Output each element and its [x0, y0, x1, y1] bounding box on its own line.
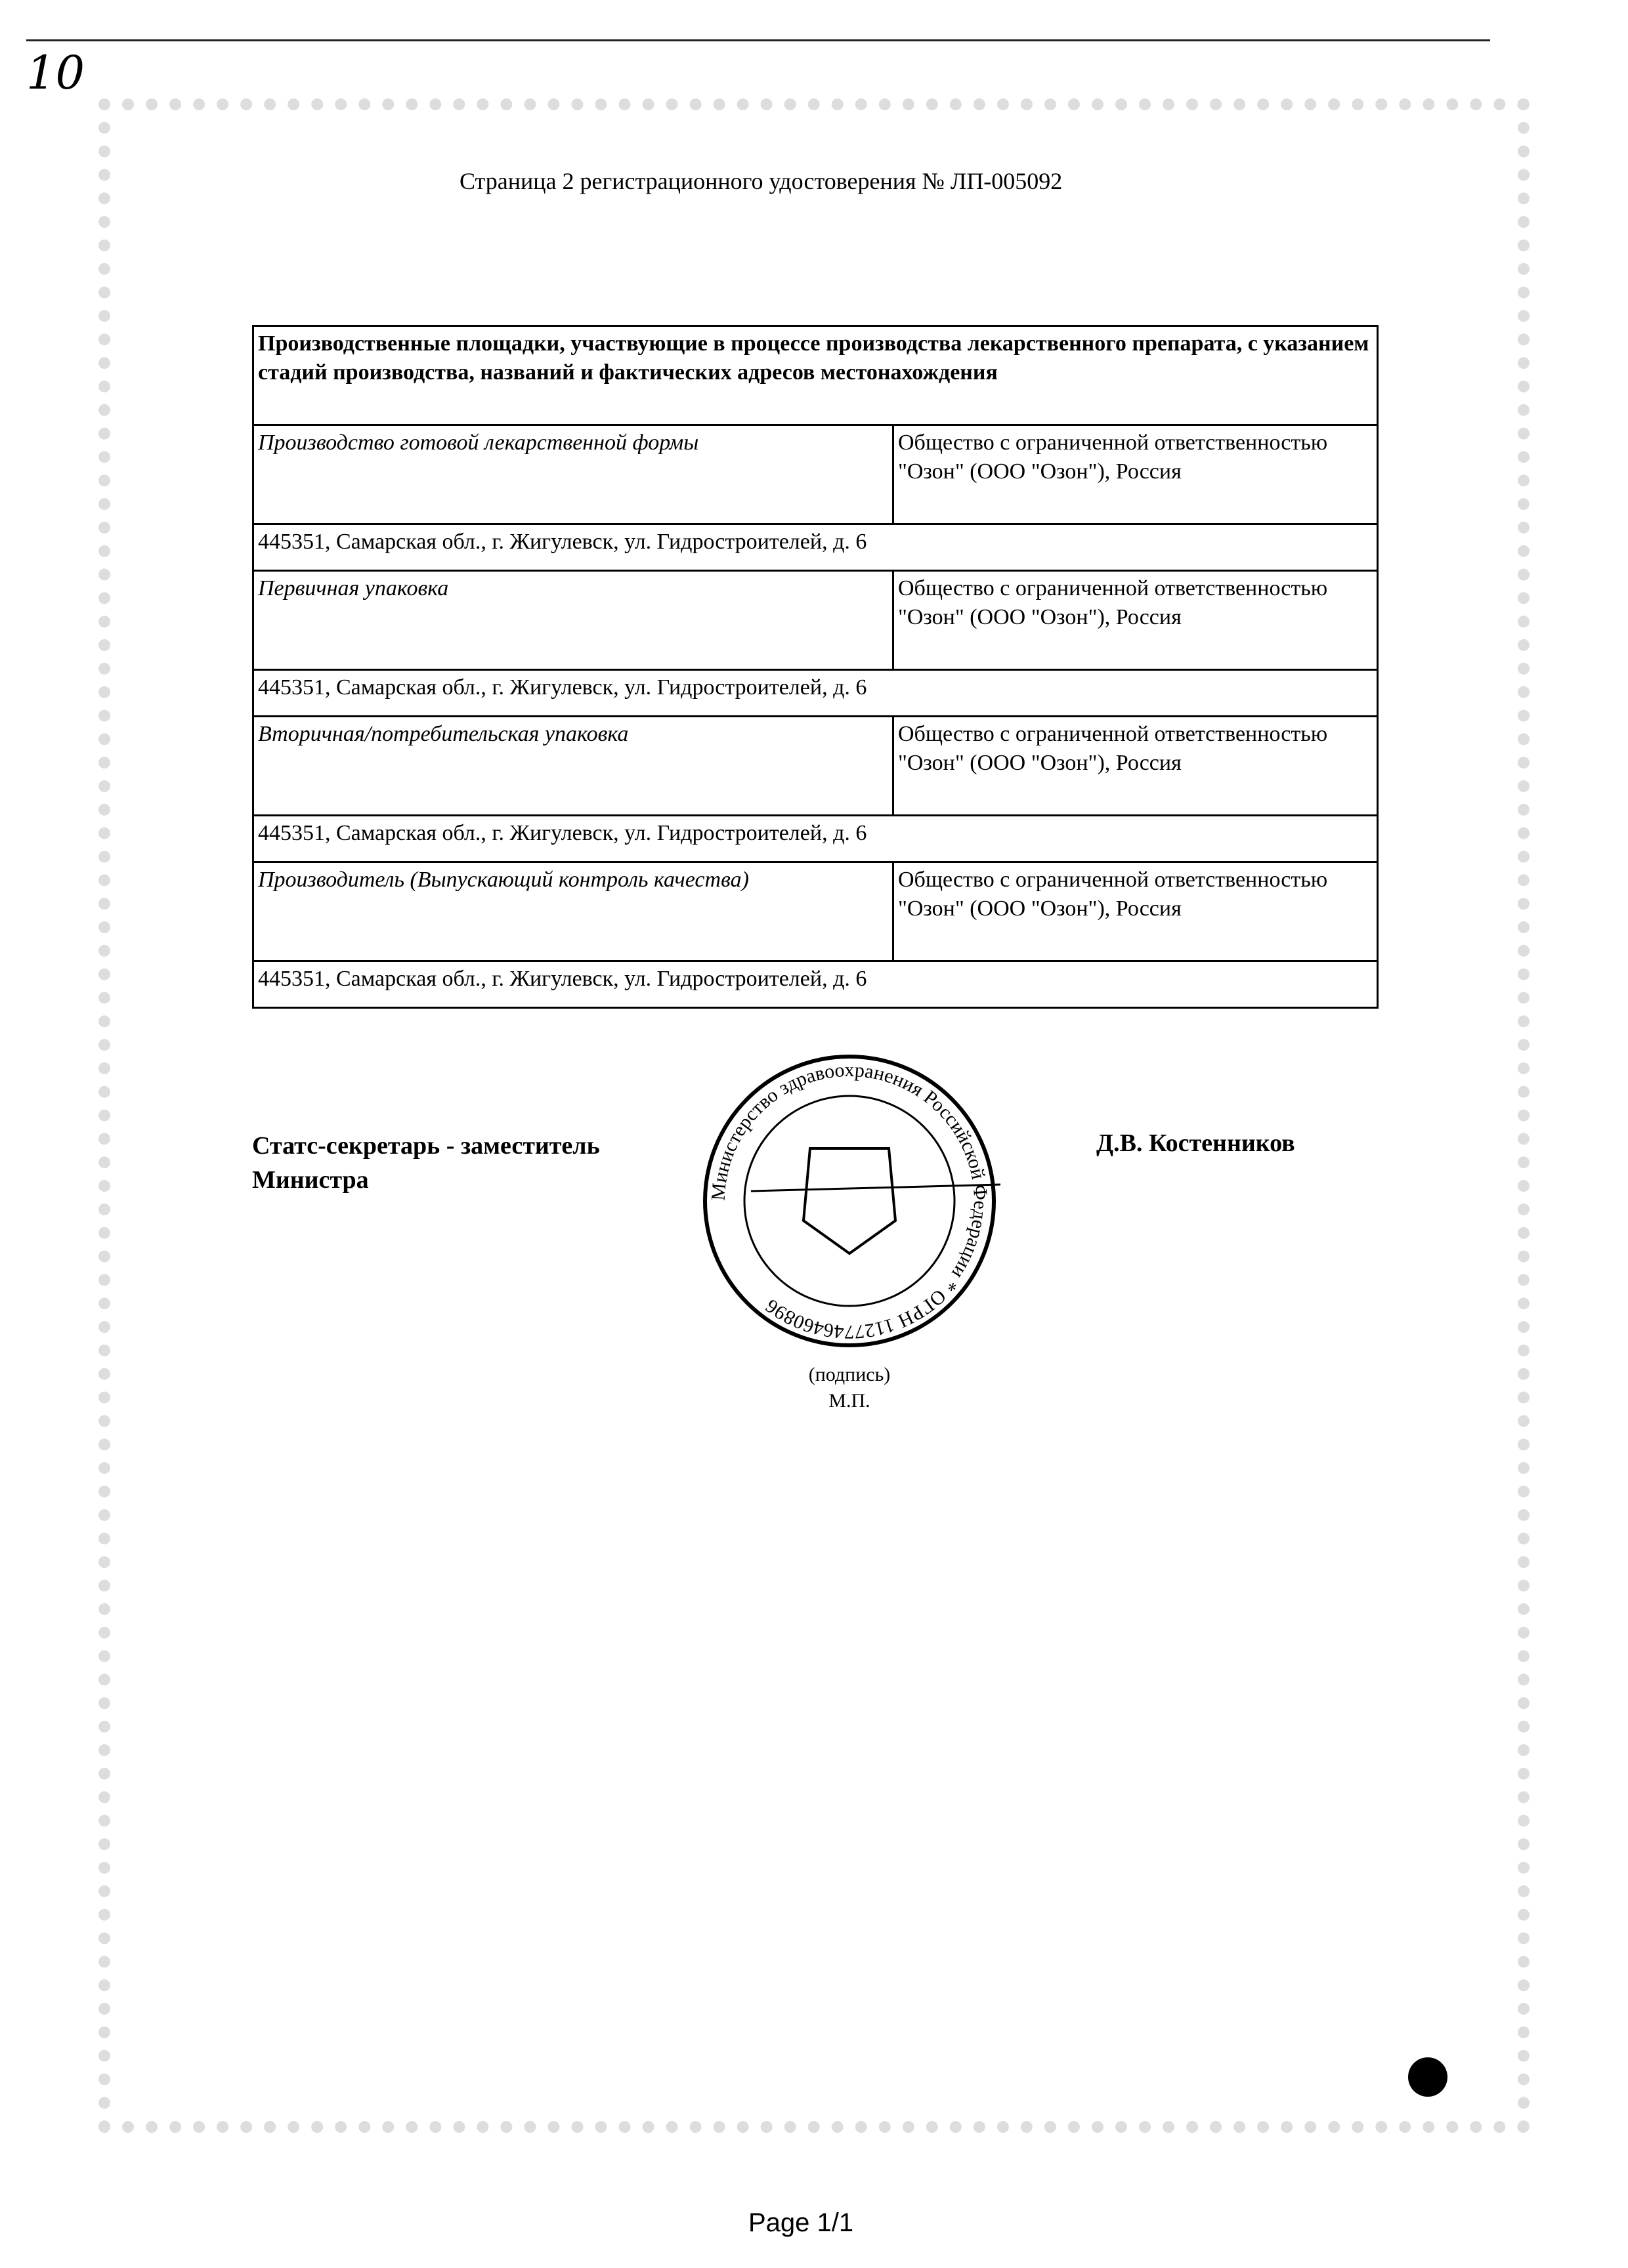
top-rule	[26, 39, 1490, 41]
address-cell: 445351, Самарская обл., г. Жигулевск, ул. Гидростроителей, д. 6	[253, 961, 1378, 1008]
organization-cell: Общество с ограниченной ответственностью "Озон" (ООО "Озон"), Россия	[893, 571, 1378, 670]
organization-cell: Общество с ограниченной ответственностью "Озон" (ООО "Озон"), Россия	[893, 862, 1378, 961]
table-header: Производственные площадки, участвующие в процессе производства лекарственного препарата, с указанием стадий производства, названий и фактических адресов местонахождения	[253, 326, 1378, 425]
address-cell: 445351, Самарская обл., г. Жигулевск, ул. Гидростроителей, д. 6	[253, 670, 1378, 717]
table-row	[253, 571, 1378, 670]
organization-cell: Общество с ограниченной ответственностью "Озон" (ООО "Озон"), Россия	[893, 717, 1378, 816]
production-sites-table	[252, 325, 1379, 1009]
address-cell: 445351, Самарская обл., г. Жигулевск, ул. Гидростроителей, д. 6	[253, 816, 1378, 862]
page-title: Страница 2 регистрационного удостоверения № ЛП-005092	[460, 168, 1063, 194]
punch-hole-mark	[1408, 2057, 1447, 2097]
signature-stroke	[751, 1185, 1000, 1191]
seal-labels	[698, 1362, 1000, 1414]
position-line-2: Министра	[252, 1166, 369, 1194]
stage-cell: Первичная упаковка	[253, 571, 893, 670]
address-cell: 445351, Самарская обл., г. Жигулевск, ул. Гидростроителей, д. 6	[253, 524, 1378, 571]
stage-cell: Производство готовой лекарственной формы	[253, 425, 893, 524]
table-row	[253, 862, 1378, 961]
mp-label: М.П.	[828, 1390, 870, 1412]
stage-cell: Вторичная/потребительская упаковка	[253, 717, 893, 816]
page-footer: Page 1/1	[748, 2208, 854, 2237]
position-line-1: Статс-секретарь - заместитель	[252, 1132, 600, 1160]
coat-of-arms-icon	[803, 1148, 895, 1253]
seal-text: Министерство здравоохранения Российской Федерации * ОГРН 1127746460896	[707, 1059, 992, 1343]
table-row	[253, 717, 1378, 816]
official-seal	[698, 1050, 1000, 1352]
signatory-name: Д.В. Костенников	[1096, 1129, 1295, 1157]
handwritten-number: 10	[26, 46, 85, 100]
podpis-label: (подпись)	[808, 1364, 891, 1385]
table-row	[253, 425, 1378, 524]
signatory-position	[252, 1129, 600, 1197]
organization-cell: Общество с ограниченной ответственностью "Озон" (ООО "Озон"), Россия	[893, 425, 1378, 524]
stage-cell: Производитель (Выпускающий контроль качества)	[253, 862, 893, 961]
